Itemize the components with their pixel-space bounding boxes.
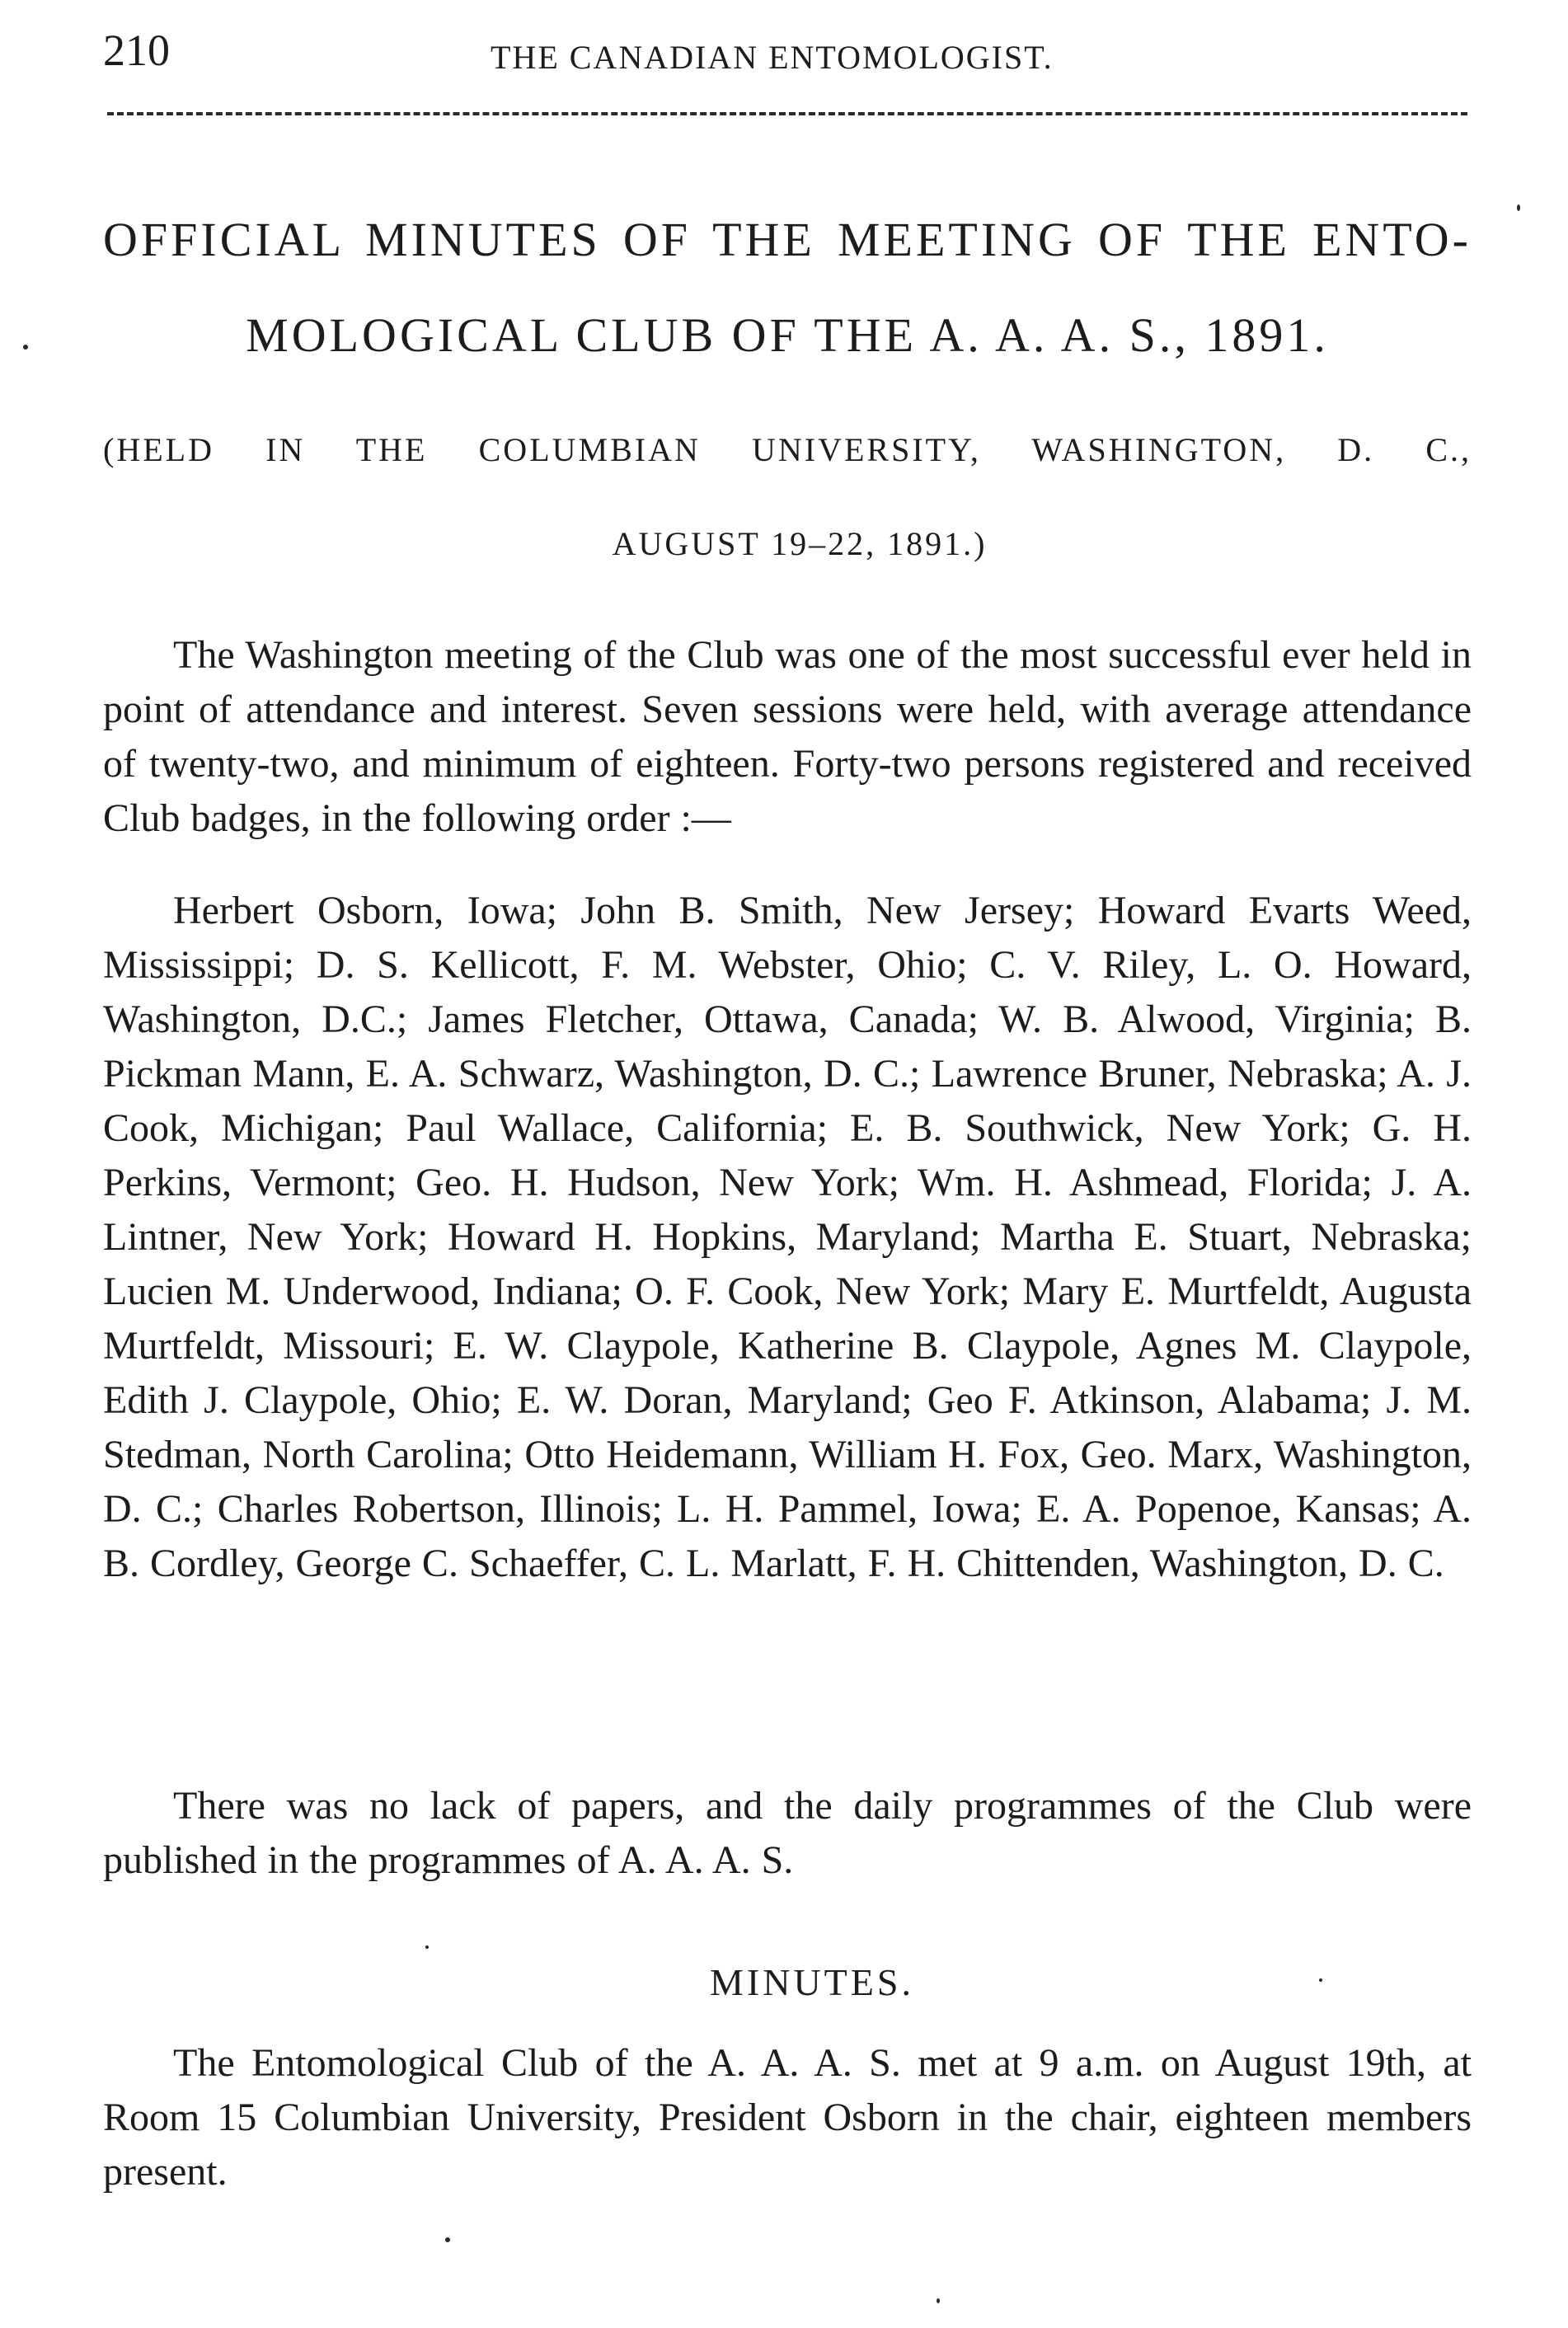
article-title-line-1: OFFICIAL MINUTES OF THE MEETING OF THE ENTO-: [103, 213, 1472, 266]
article-subtitle-line-2: AUGUST 19–22, 1891.): [612, 525, 988, 562]
article-subtitle-line-1: (HELD IN THE COLUMBIAN UNIVERSITY, WASHINGTON, D. C.,: [103, 431, 1472, 468]
print-speck: [445, 2237, 450, 2242]
article-title-line-2: MOLOGICAL CLUB OF THE A. A. A. S., 1891.: [246, 308, 1329, 362]
journal-title: THE CANADIAN ENTOMOLOGIST.: [491, 39, 1054, 76]
running-head: [103, 25, 1472, 91]
print-speck: [1517, 204, 1520, 211]
print-speck: [23, 345, 28, 350]
print-speck: [937, 2298, 940, 2303]
header-rule: [107, 112, 1467, 115]
print-speck: [425, 1945, 429, 1949]
paragraph-registrants: Herbert Osborn, Iowa; John B. Smith, New Jersey; Howard Evarts Weed, Mississippi; D. S. Kellicott, F. M. Webster, Ohio; C. V. Riley, L. O. Howard, Washington, D.C.; James Fletcher, Ottawa, Canada; W. B. Alwood, Virginia; B. Pickman Mann, E. A. Schwarz, Washington, D. C.; Lawrence Bruner, Nebraska; A. J. Cook, Michigan; Paul Wallace, California; E. B. Southwick, New York; G. H. Perkins, Vermont; Geo. H. Hudson, New York; Wm. H. Ashmead, Florida; J. A. Lintner, New York; Howard H. Hopkins, Maryland; Martha E. Stuart, Nebraska; Lucien M. Underwood, Indiana; O. F. Cook, New York; Mary E. Murtfeldt, Augusta Murtfeldt, Missouri; E. W. Claypole, Katherine B. Claypole, Agnes M. Claypole, Edith J. Claypole, Ohio; E. W. Doran, Maryland; Geo F. Atkinson, Alabama; J. M. Stedman, North Carolina; Otto Heidemann, William H. Fox, Geo. Marx, Washington, D. C.; Charles Robertson, Illinois; L. H. Pammel, Iowa; E. A. Popenoe, Kansas; A. B. Cordley, George C. Schaeffer, C. L. Marlatt, F. H. Chittenden, Washington, D. C.: [103, 889, 1472, 1585]
paragraph-minutes: The Entomological Club of the A. A. A. S. met at 9 a.m. on August 19th, at Room 15 Columbian University, President Osborn in the chair, eighteen members present.: [103, 2041, 1472, 2194]
paragraph-papers: There was no lack of papers, and the daily programmes of the Club were published in the programmes of A. A. A. S.: [103, 1784, 1472, 1882]
minutes-heading: MINUTES.: [710, 1961, 914, 2003]
paragraph-attendance: The Washington meeting of the Club was one of the most successful ever held in point of attendance and interest. Seven sessions were held, with average attendance of twenty-two, and minimum of eighteen. Forty-two persons registered and received Club badges, in the following order :—: [103, 633, 1472, 840]
print-speck: [1319, 1978, 1322, 1982]
page-number: 210: [103, 26, 170, 75]
